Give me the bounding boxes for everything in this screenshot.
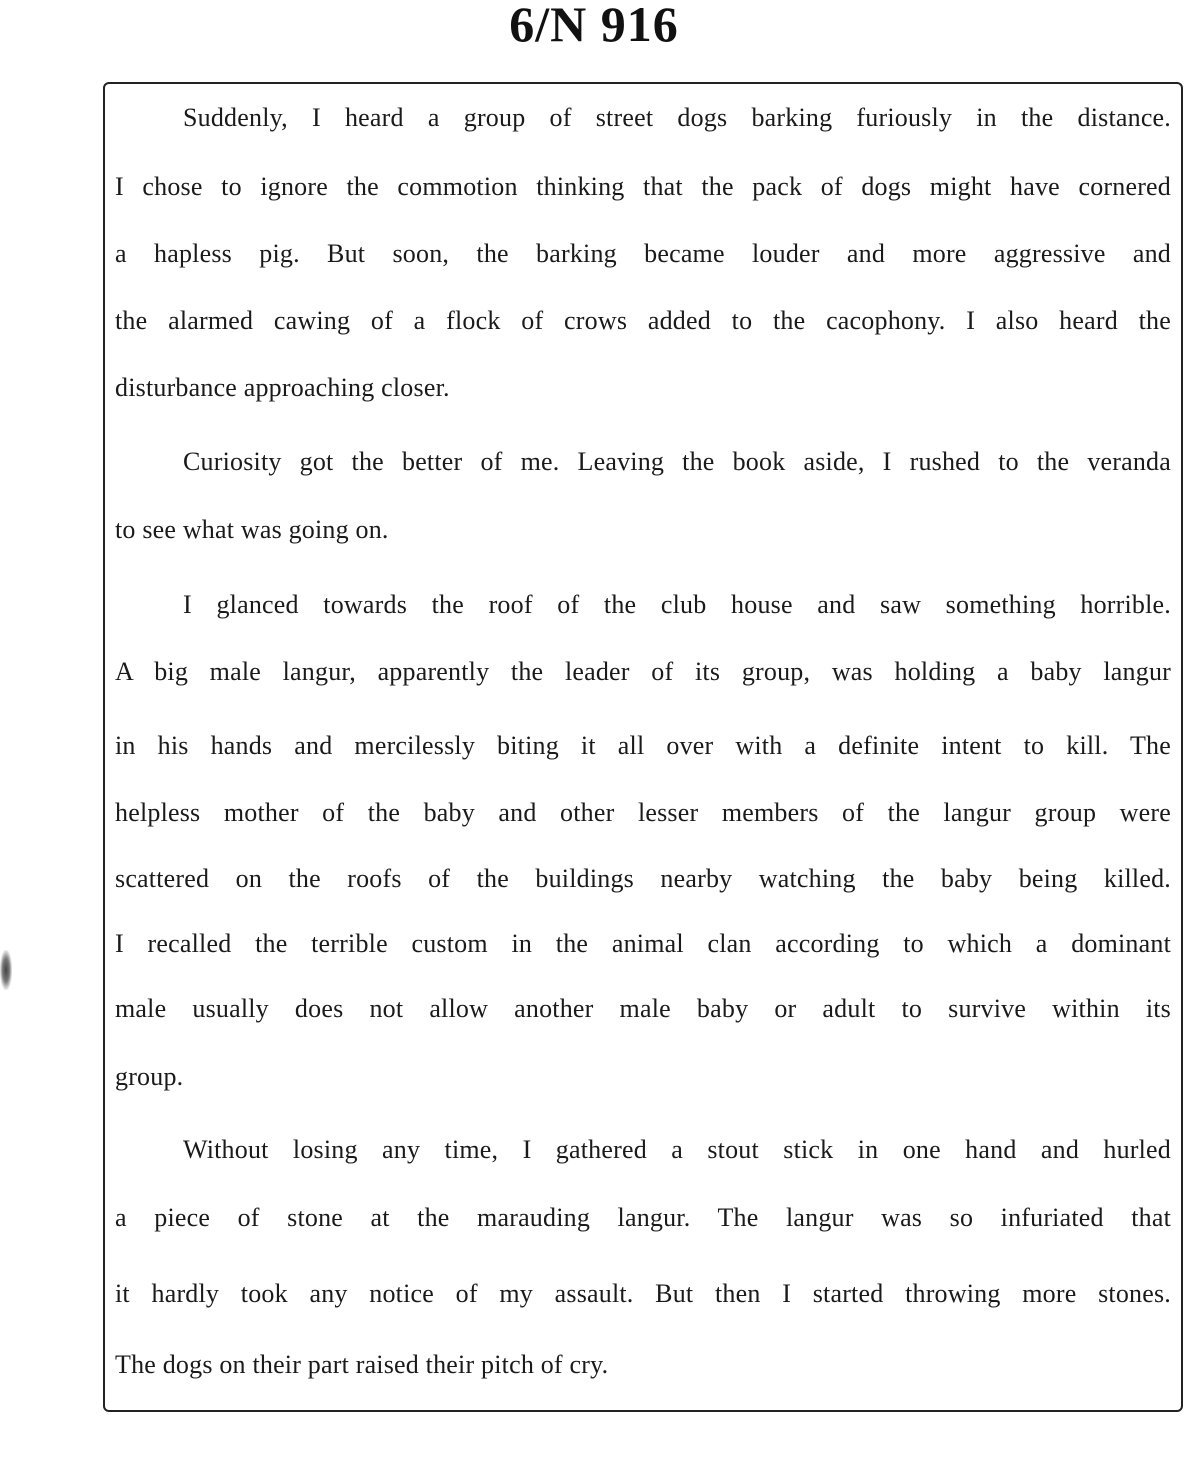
text-line: disturbance approaching closer.	[115, 373, 450, 402]
text-line: The dogs on their part raised their pitch of cry.	[115, 1350, 609, 1379]
text-line: I glanced towards the roof of the club house and saw something horrible.	[183, 590, 1171, 619]
text-line: A big male langur, apparently the leader of its group, was holding a baby langur	[115, 657, 1171, 686]
text-line: group.	[115, 1062, 184, 1091]
text-line: scattered on the roofs of the buildings nearby watching the baby being killed.	[115, 864, 1171, 893]
text-line: male usually does not allow another male baby or adult to survive within its	[115, 994, 1171, 1023]
text-line: to see what was going on.	[115, 515, 389, 544]
scan-mark	[0, 950, 12, 990]
text-line: Curiosity got the better of me. Leaving the book aside, I rushed to the veranda	[183, 447, 1171, 476]
text-line: the alarmed cawing of a flock of crows added to the cacophony. I also heard the	[115, 306, 1171, 335]
text-line: in his hands and mercilessly biting it all over with a definite intent to kill. The	[115, 731, 1171, 760]
page-code: 6/N 916	[509, 0, 679, 52]
text-line: I chose to ignore the commotion thinking that the pack of dogs might have cornered	[115, 172, 1171, 201]
text-box	[103, 82, 1183, 1412]
text-line: it hardly took any notice of my assault. But then I started throwing more stones.	[115, 1279, 1171, 1308]
text-line: a hapless pig. But soon, the barking became louder and more aggressive and	[115, 239, 1171, 268]
text-line: I recalled the terrible custom in the animal clan according to which a dominant	[115, 929, 1171, 958]
text-line: a piece of stone at the marauding langur. The langur was so infuriated that	[115, 1203, 1171, 1232]
text-line: Suddenly, I heard a group of street dogs barking furiously in the distance.	[183, 103, 1171, 132]
text-line: Without losing any time, I gathered a stout stick in one hand and hurled	[183, 1135, 1171, 1164]
text-line: helpless mother of the baby and other lesser members of the langur group were	[115, 798, 1171, 827]
